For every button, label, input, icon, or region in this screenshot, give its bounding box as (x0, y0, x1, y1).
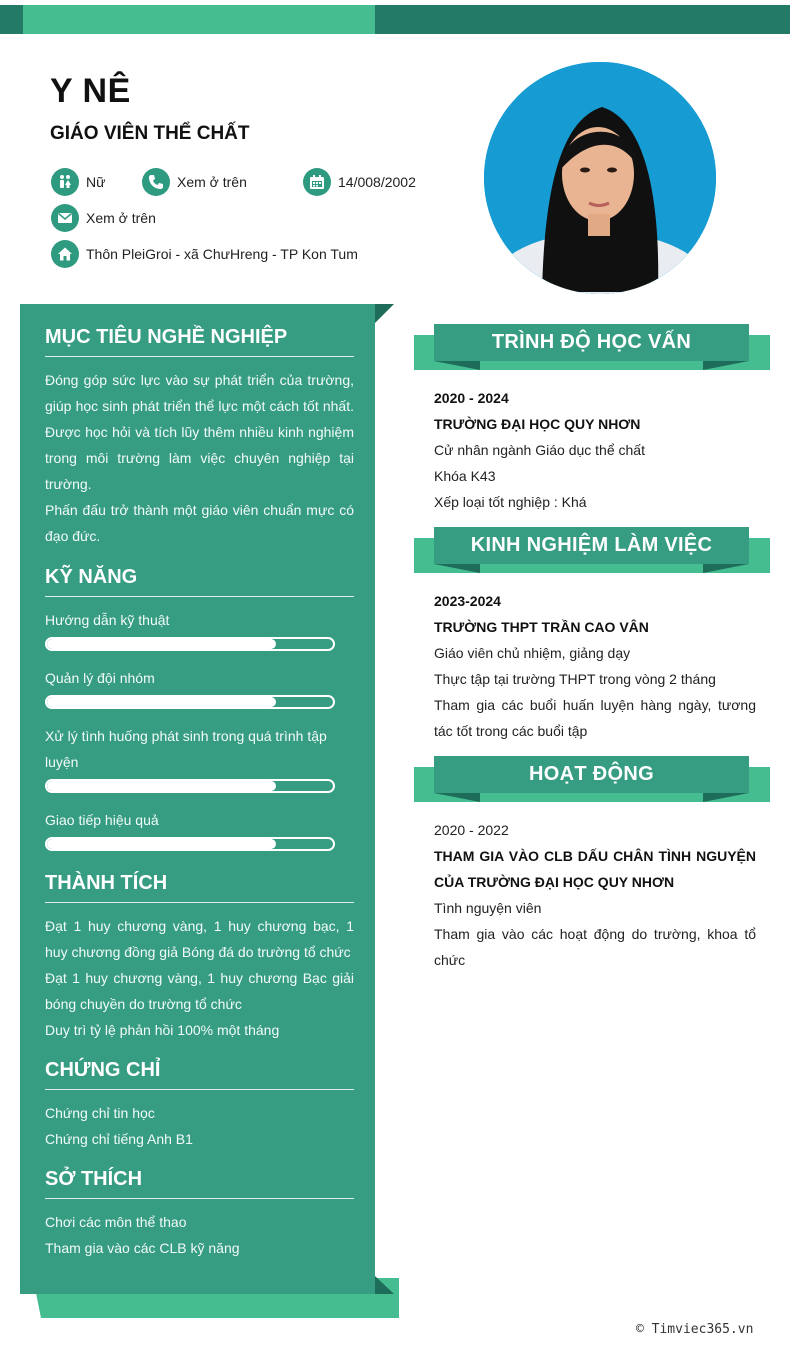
education-detail: Khóa K43 (434, 468, 496, 484)
experience-detail: Giáo viên chủ nhiệm, giảng dạy (434, 645, 631, 661)
education-ribbon (414, 324, 770, 370)
gender-info (51, 168, 105, 196)
certificate-item: Chứng chỉ tiếng Anh B1 (45, 1131, 193, 1147)
skill-bar (45, 837, 335, 851)
certificate-item: Chứng chỉ tin học (45, 1105, 155, 1121)
education-detail: Cử nhân ngành Giáo dục thể chất (434, 442, 645, 458)
activities-detail: Tham gia vào các hoạt động do trường, khoa tổ chức (434, 926, 756, 968)
skill-label: Xử lý tình huống phát sinh trong quá trình tập luyện (45, 728, 327, 770)
objective-text-2: Phấn đấu trở thành một giáo viên chuẩn mực có đạo đức. (45, 502, 354, 544)
education-period: 2020 - 2024 (434, 390, 509, 406)
phone-icon (142, 168, 170, 196)
objective-text-1: Đóng góp sức lực vào sự phát triển của trường, giúp học sinh phát triển thể lực một cách tốt nhất. Được học hỏi và tích lũy thêm nhiều kinh nghiệm trong môi trường làm việc chuyên nghiệp tại trường. (45, 372, 354, 492)
hobby-item: Chơi các môn thể thao (45, 1214, 187, 1230)
skill-label: Quản lý đội nhóm (45, 670, 155, 686)
panel-fold-top (375, 304, 394, 323)
activities-ribbon (414, 756, 770, 802)
objective-section (45, 326, 354, 549)
footer-credit: © Timviec365.vn (636, 1322, 754, 1337)
education-detail: Xếp loại tốt nghiệp : Khá (434, 494, 587, 510)
activities-section (434, 817, 756, 973)
experience-heading: KINH NGHIỆM LÀM VIỆC (434, 527, 749, 564)
phone-info (142, 168, 247, 196)
objective-heading: MỤC TIÊU NGHỀ NGHIỆP (45, 326, 354, 357)
profile-photo (484, 62, 716, 294)
achievement-item: Đạt 1 huy chương vàng, 1 huy chương Bạc giải bóng chuyền do trường tổ chức (45, 970, 354, 1012)
address-info (51, 240, 358, 268)
achievements-heading: THÀNH TÍCH (45, 872, 354, 903)
candidate-name: Y NÊ (50, 72, 131, 110)
skill-label: Hướng dẫn kỹ thuật (45, 612, 170, 628)
hobbies-heading: SỞ THÍCH (45, 1168, 354, 1199)
calendar-icon (303, 168, 331, 196)
home-icon (51, 240, 79, 268)
experience-period: 2023-2024 (434, 593, 501, 609)
experience-ribbon (414, 527, 770, 573)
skill-bar (45, 637, 335, 651)
education-heading: TRÌNH ĐỘ HỌC VẤN (434, 324, 749, 361)
experience-detail: Tham gia các buổi huấn luyện hàng ngày, tương tác tốt trong các buổi tập (434, 697, 756, 739)
education-section (434, 385, 756, 515)
achievement-item: Đạt 1 huy chương vàng, 1 huy chương bạc, 1 huy chương đồng giả Bóng đá do trường tổ chức (45, 918, 354, 960)
birthday-value: 14/008/2002 (338, 174, 416, 190)
hobbies-section (45, 1168, 354, 1261)
certificates-section (45, 1059, 354, 1152)
achievements-section (45, 872, 354, 1043)
address-value: Thôn PleiGroi - xã ChưHreng - TP Kon Tum (86, 246, 358, 262)
skill-label: Giao tiếp hiệu quả (45, 812, 159, 828)
skill-bar-fill (47, 839, 276, 849)
skill-bar-fill (47, 697, 276, 707)
birthday-info (303, 168, 416, 196)
skill-bar (45, 779, 335, 793)
email-value: Xem ở trên (86, 210, 156, 226)
activities-org: THAM GIA VÀO CLB DẤU CHÂN TÌNH NGUYỆN CỦA TRƯỜNG ĐẠI HỌC QUY NHƠN (434, 848, 756, 890)
phone-value: Xem ở trên (177, 174, 247, 190)
experience-org: TRƯỜNG THPT TRẦN CAO VÂN (434, 619, 649, 635)
skill-bar-fill (47, 639, 276, 649)
activities-heading: HOẠT ĐỘNG (434, 756, 749, 793)
job-title: GIÁO VIÊN THỂ CHẤT (50, 123, 250, 144)
skill-bar (45, 695, 335, 709)
gender-value: Nữ (86, 174, 106, 190)
skills-section (45, 566, 354, 865)
envelope-icon (51, 204, 79, 232)
education-school: TRƯỜNG ĐẠI HỌC QUY NHƠN (434, 416, 641, 432)
achievement-item: Duy trì tỷ lệ phản hồi 100% một tháng (45, 1022, 280, 1038)
top-band-accent (23, 5, 375, 34)
skill-bar-fill (47, 781, 276, 791)
gender-icon (51, 168, 79, 196)
panel-fold-bottom (375, 1276, 394, 1294)
hobby-item: Tham gia vào các CLB kỹ năng (45, 1240, 240, 1256)
email-info (51, 204, 156, 232)
activities-detail: Tình nguyện viên (434, 900, 542, 916)
certificates-heading: CHỨNG CHỈ (45, 1059, 354, 1090)
activities-period: 2020 - 2022 (434, 822, 509, 838)
experience-section (434, 588, 756, 744)
experience-detail: Thực tập tại trường THPT trong vòng 2 tháng (434, 671, 716, 687)
skills-heading: KỸ NĂNG (45, 566, 354, 597)
